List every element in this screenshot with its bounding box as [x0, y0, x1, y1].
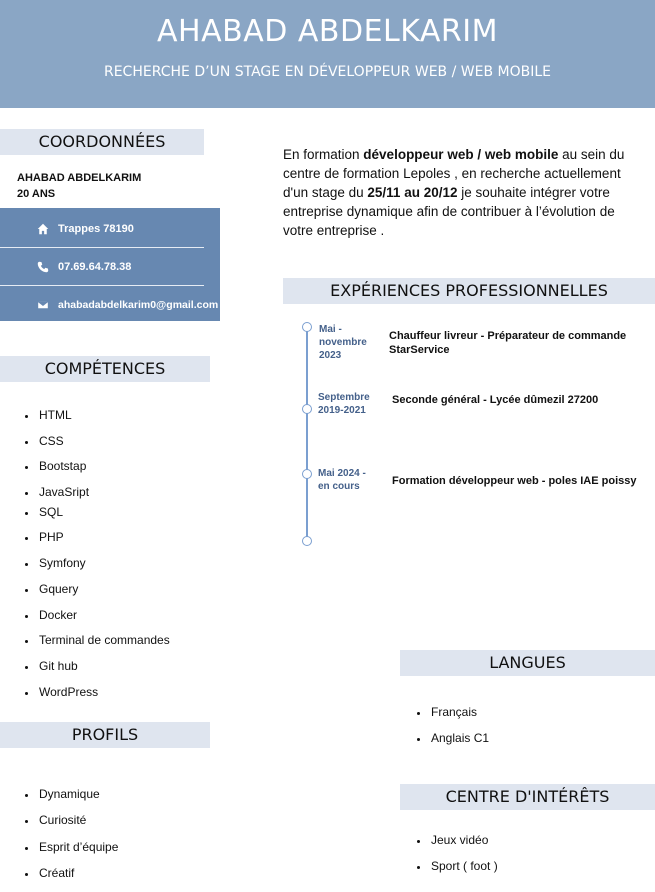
skill-item: WordPress — [25, 685, 170, 705]
intro-highlight-dates: 25/11 au 20/12 — [367, 185, 458, 200]
skill-item: JavaSript — [25, 485, 170, 505]
interest-item: Sport ( foot ) — [417, 859, 498, 879]
experience-date — [318, 467, 366, 493]
email-icon — [36, 298, 50, 312]
contact-email-text: ahabadabdelkarim0@gmail.com — [58, 298, 219, 311]
section-title-experiences: EXPÉRIENCES PROFESSIONNELLES — [283, 278, 655, 304]
skill-item: PHP — [25, 530, 170, 556]
profile-list — [25, 787, 118, 884]
experience-date-line: en cours — [318, 481, 360, 492]
section-title-interets: CENTRE D'INTÉRÊTS — [400, 784, 655, 810]
experience-date-line: Mai 2024 - — [318, 468, 366, 479]
language-item: Français — [417, 705, 489, 731]
experience-date — [319, 323, 367, 362]
experience-title-line: Seconde général - Lycée dûmezil 27200 — [392, 394, 599, 406]
intro-highlight-training: développeur web / web mobile — [363, 147, 559, 162]
skill-item: Symfony — [25, 556, 170, 582]
skill-item: Gquery — [25, 582, 170, 608]
contact-address-text: Trappes 78190 — [58, 222, 134, 235]
experience-date-line: novembre — [319, 337, 367, 348]
phone-icon — [36, 260, 50, 274]
home-icon — [36, 222, 50, 236]
section-title-competences: COMPÉTENCES — [0, 356, 210, 382]
experience-title-line: Formation développeur web - poles IAE poissy — [392, 475, 637, 487]
skill-item: SQL — [25, 505, 170, 530]
experience-title — [392, 474, 637, 488]
section-title-langues: LANGUES — [400, 650, 655, 676]
contact-panel — [0, 208, 220, 321]
identity-name: AHABAD ABDELKARIM — [17, 172, 142, 184]
experience-title — [389, 329, 626, 357]
experience-date — [318, 391, 370, 417]
profile-item: Curiosité — [25, 813, 118, 840]
profile-item: Esprit d’équipe — [25, 840, 118, 866]
experience-date-line: 2023 — [319, 350, 342, 361]
candidate-name: AHABAD ABDELKARIM — [157, 14, 498, 49]
timeline-dot — [302, 404, 312, 414]
profile-item: Créatif — [25, 866, 118, 884]
timeline-dot — [302, 469, 312, 479]
skill-item: HTML — [25, 408, 170, 434]
skill-item: Git hub — [25, 659, 170, 685]
section-title-coordonnees: COORDONNÉES — [0, 129, 204, 155]
contact-email[interactable] — [0, 286, 220, 323]
experience-date-line: Mai - — [319, 324, 342, 335]
profile-item: Dynamique — [25, 787, 118, 813]
identity-age: 20 ANS — [17, 188, 56, 200]
contact-phone-text: 07.69.64.78.38 — [58, 260, 132, 273]
intro-text: En formation — [283, 147, 364, 162]
intro-text: je souhaite intégrer votre entreprise dynamique afin de contribuer à l’évolution de votre entreprise . — [283, 185, 615, 238]
experience-title-line: StarService — [389, 344, 450, 356]
section-title-profils: PROFILS — [0, 722, 210, 748]
experience-title — [392, 393, 598, 407]
experience-date-line: 2019-2021 — [318, 405, 366, 416]
timeline-line — [306, 326, 308, 541]
header-banner — [0, 0, 655, 108]
interests-list — [417, 833, 498, 879]
skill-item: Docker — [25, 608, 170, 633]
identity-block — [17, 170, 141, 202]
language-item: Anglais C1 — [417, 731, 489, 751]
intro-text: au sein du centre de formation Lepoles , en recherche actuellement d'un stage du — [283, 147, 625, 200]
contact-address — [0, 210, 204, 248]
timeline-dot — [302, 536, 312, 546]
intro-paragraph — [283, 145, 645, 240]
skill-item: CSS — [25, 434, 170, 459]
skill-item: Terminal de commandes — [25, 633, 170, 659]
experience-title-line: Chauffeur livreur - Préparateur de commande — [389, 330, 627, 342]
timeline-dot — [302, 322, 312, 332]
candidate-headline: RECHERCHE D’UN STAGE EN DÉVELOPPEUR WEB / WEB MOBILE — [103, 64, 551, 80]
skill-item: Bootstap — [25, 459, 170, 485]
interest-item: Jeux vidéo — [417, 833, 498, 859]
languages-list — [417, 705, 489, 751]
experience-date-line: Septembre — [318, 392, 370, 403]
skills-list — [25, 408, 170, 705]
contact-phone[interactable] — [0, 248, 204, 286]
